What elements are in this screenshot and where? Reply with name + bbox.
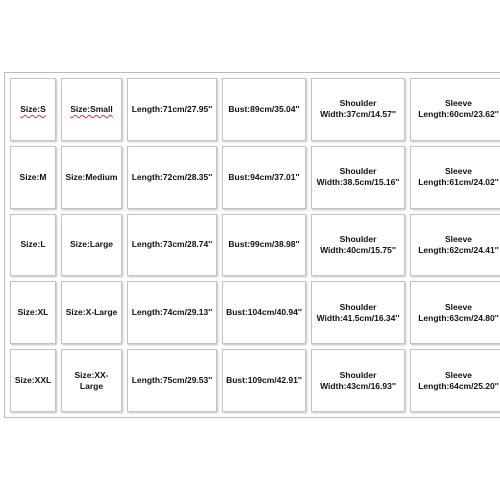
size-code-cell: Size:XXL: [10, 349, 56, 412]
length-cell: Length:72cm/28.35'': [127, 146, 217, 209]
size-chart-table: [4, 72, 500, 418]
length-cell: Length:71cm/27.95'': [127, 78, 217, 141]
size-name-cell: Size:Medium: [61, 146, 122, 209]
shoulder-cell: Shoulder Width:40cm/15.75'': [311, 214, 405, 277]
sleeve-cell: Sleeve Length:63cm/24.80'': [410, 281, 500, 344]
length-cell: Length:75cm/29.53'': [127, 349, 217, 412]
table-row: [10, 146, 500, 209]
table-row: [10, 214, 500, 277]
bust-cell: Bust:99cm/38.98'': [222, 214, 306, 277]
size-name: Size:Small: [70, 103, 113, 114]
size-name-cell: Size:X-Large: [61, 281, 122, 344]
sleeve-cell: Sleeve Length:64cm/25.20'': [410, 349, 500, 412]
size-code: Size:S: [20, 103, 46, 114]
size-name-cell: [61, 78, 122, 141]
size-code-cell: [10, 78, 56, 141]
bust-cell: Bust:94cm/37.01'': [222, 146, 306, 209]
size-code-cell: Size:M: [10, 146, 56, 209]
bust-cell: Bust:104cm/40.94'': [222, 281, 306, 344]
length-cell: Length:73cm/28.74'': [127, 214, 217, 277]
shoulder-cell: Shoulder Width:43cm/16.93'': [311, 349, 405, 412]
shoulder-cell: Shoulder Width:38.5cm/15.16'': [311, 146, 405, 209]
sleeve-cell: Sleeve Length:61cm/24.02'': [410, 146, 500, 209]
sleeve-cell: Sleeve Length:60cm/23.62'': [410, 78, 500, 141]
size-code-cell: Size:XL: [10, 281, 56, 344]
table-row: [10, 281, 500, 344]
bust-cell: Bust:109cm/42.91'': [222, 349, 306, 412]
bust-cell: Bust:89cm/35.04'': [222, 78, 306, 141]
length-cell: Length:74cm/29.13'': [127, 281, 217, 344]
shoulder-cell: Shoulder Width:41.5cm/16.34'': [311, 281, 405, 344]
sleeve-cell: Sleeve Length:62cm/24.41'': [410, 214, 500, 277]
size-name-cell: Size:XX-Large: [61, 349, 122, 412]
table-row: [10, 349, 500, 412]
size-code-cell: Size:L: [10, 214, 56, 277]
shoulder-cell: Shoulder Width:37cm/14.57'': [311, 78, 405, 141]
table-row: [10, 78, 500, 141]
size-name-cell: Size:Large: [61, 214, 122, 277]
